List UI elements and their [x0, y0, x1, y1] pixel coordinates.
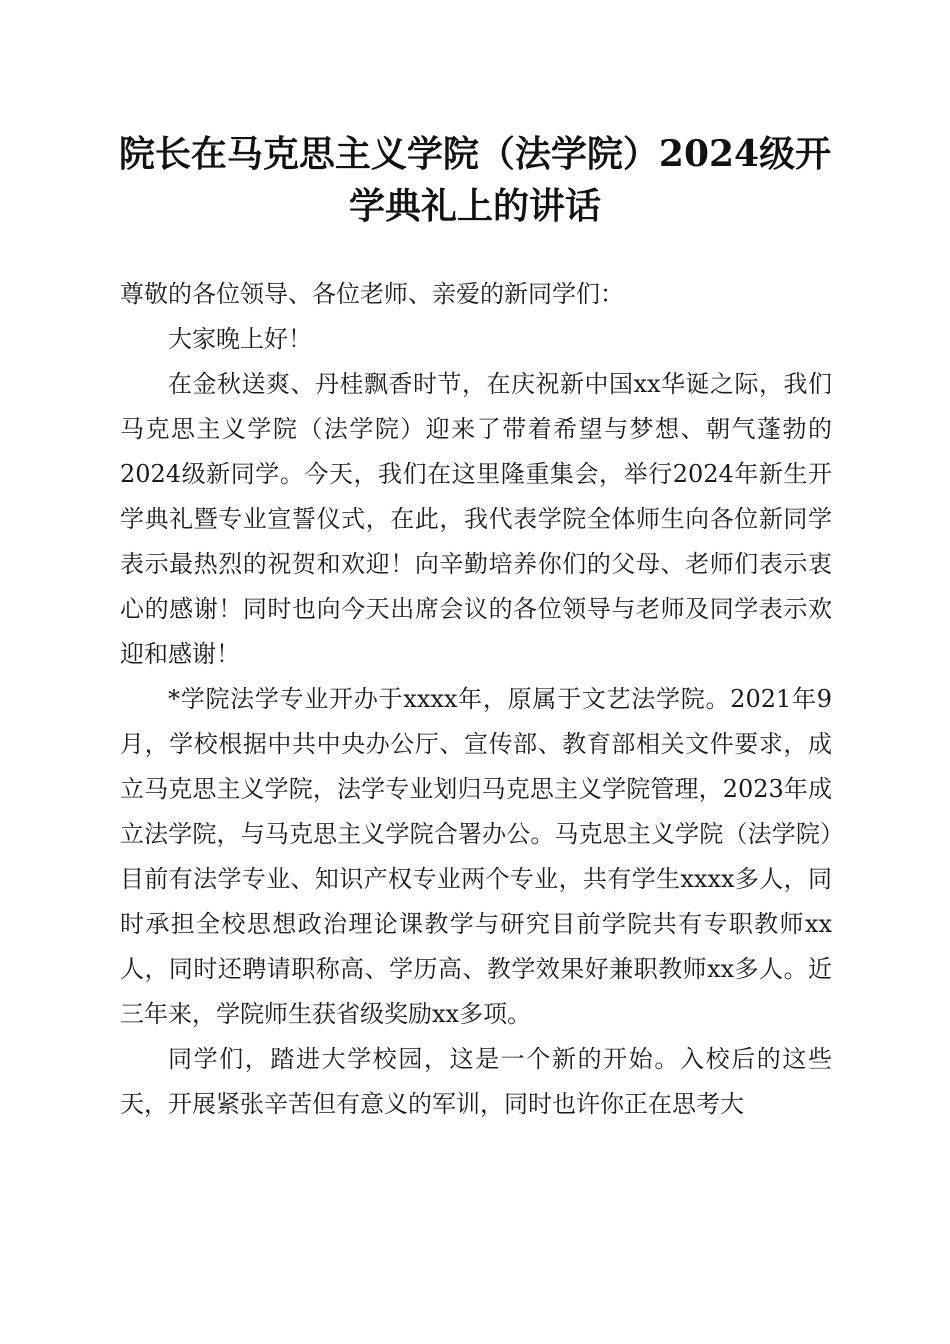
title-line-2: 学典礼上的讲话	[348, 185, 601, 227]
document-title	[100, 128, 850, 232]
title-line-1: 院长在马克思主义学院（法学院）2024级开	[118, 133, 832, 175]
greeting: 大家晚上好！	[168, 325, 312, 353]
paragraph-3: 同学们，踏进大学校园，这是一个新的开始。入校后的这些天，开展紧张辛苦但有意义的军训，同时也许你正在思考大	[120, 1045, 832, 1118]
paragraph-1: 在金秋送爽、丹桂飘香时节，在庆祝新中国xx华诞之际，我们马克思主义学院（法学院）迎来了带着希望与梦想、朝气蓬勃的2024级新同学。今天，我们在这里隆重集会，举行2024年新生开学典礼暨专业宣誓仪式，在此，我代表学院全体师生向各位新同学表示最热烈的祝贺和欢迎！向辛勤培养你们的父母、老师们表示衷心的感谢！同时也向今天出席会议的各位领导与老师及同学表示欢迎和感谢！	[120, 370, 832, 668]
paragraph-2: *学院法学专业开办于xxxx年，原属于文艺法学院。2021年9月，学校根据中共中央办公厅、宣传部、教育部相关文件要求，成立马克思主义学院，法学专业划归马克思主义学院管理，2023年成立法学院，与马克思主义学院合署办公。马克思主义学院（法学院）目前有法学专业、知识产权专业两个专业，共有学生xxxx多人，同时承担全校思想政治理论课教学与研究目前学院共有专职教师xx人，同时还聘请职称高、学历高、教学效果好兼职教师xx多人。近三年来，学院师生获省级奖励xx多项。	[120, 685, 832, 1028]
salutation: 尊敬的各位领导、各位老师、亲爱的新同学们：	[120, 280, 624, 308]
document-body	[120, 272, 832, 1127]
